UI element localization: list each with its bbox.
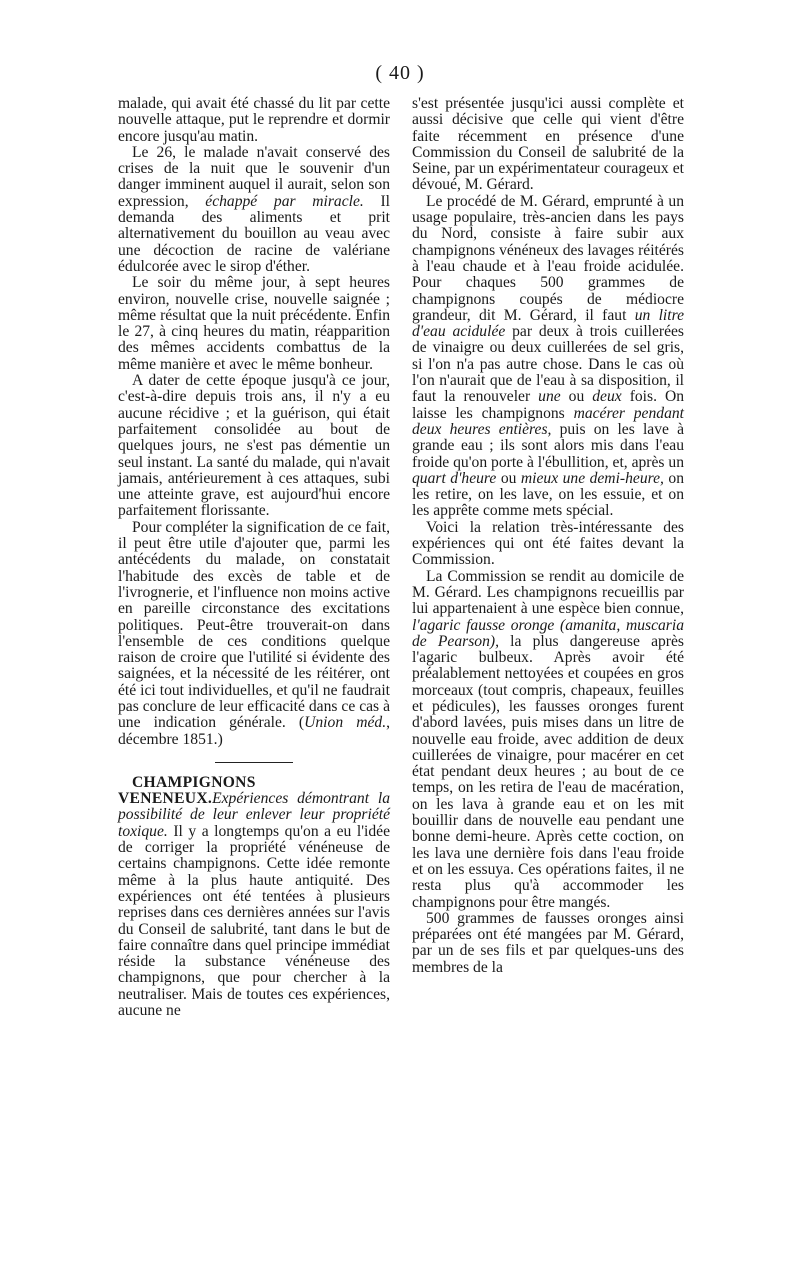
- text-run: ou: [500, 469, 517, 487]
- paragraph: malade, qui avait été chassé du lit par cette nouvelle attaque, put le reprendre et dormir encore jusqu'au matin.: [118, 95, 390, 145]
- italic-text: quart d'heure: [412, 469, 497, 487]
- text-run: La Commission se rendit au domicile de M. Gérard. Les champignons recueillis par lui appartenaient à une espèce bien connue,: [412, 567, 684, 618]
- italic-text: échappé par miracle.: [205, 192, 364, 210]
- paragraph: A dater de cette époque jusqu'à ce jour, c'est-à-dire depuis trois ans, il n'y a eu aucune récidive ; et la guérison, qui était parfaitement consolidée au bout de quelques jours, ne s'est pas démentie un seul instant. La santé du malade, qui n'avait jamais, antérieurement à ces attaques, subi une atteinte grave, est aujourd'hui encore parfaitement florissante.: [118, 372, 390, 520]
- text-run: fois. On laisse les champignons: [412, 388, 685, 422]
- left-column: [118, 96, 390, 1019]
- paragraph: [412, 194, 684, 520]
- paragraph: 500 grammes de fausses oronges ainsi préparées ont été mangées par M. Gérard, par un de ses fils et par quelques-uns des membres de la: [412, 909, 684, 976]
- paragraph: Voici la relation très-intéressante des expériences qui ont été faites devant la Commission.: [412, 518, 684, 569]
- italic-text: un litre d'eau acidulée: [412, 306, 684, 341]
- paragraph: [412, 569, 684, 911]
- paragraph: Le soir du même jour, à sept heures environ, nouvelle crise, nouvelle saignée ; même résultat que la nuit précédente. Enfin le 27, à cinq heures du matin, réapparition des mêmes accidents combattus de la même manière et avec le même bonheur.: [118, 274, 390, 373]
- section-divider: [215, 762, 293, 763]
- right-column: [412, 96, 684, 976]
- text-run: puis on les lave à grande eau ; ils sont alors mis dans l'eau froide qu'on porte à l'ébullition, et, après un: [412, 420, 684, 471]
- text-run: Il y a longtemps qu'on a eu l'idée de corriger la propriété vénéneuse de certains champignons. Cette idée remonte même à la plus haute antiquité. Des expériences ont été tentées à plusieurs reprises dans ces dernières années sur l'avis du Conseil de salubrité, tant dans le but de faire connaître dans quel principe immédiat réside la substance vénéneuse des champignons, que pour chercher à la neutraliser. Mais de toutes ces expériences, aucune ne: [118, 822, 390, 1020]
- italic-text: deux: [592, 388, 622, 406]
- text-run: on les retire, on les lave, on les essuie, et on les apprête comme mets spécial.: [412, 469, 684, 520]
- paragraph: [118, 520, 390, 748]
- paragraph: s'est présentée jusqu'ici aussi complète et aussi décisive que celle qui vient d'être faite récemment en présence d'une Commission du Conseil de salubrité de la Seine, par un expérimentateur courageux et dévoué, M. Gérard.: [412, 95, 684, 194]
- text-run: Le 26, le malade n'avait conservé des crises de la nuit que le souvenir d'un danger imminent auquel il aurait, selon son expression,: [118, 143, 390, 210]
- section-heading: [118, 775, 390, 1019]
- text-run: Le procédé de M. Gérard, emprunté à un usage populaire, très-ancien dans les pays du Nord, consiste à faire subir aux champignons vénéneux des lavages réitérés à l'eau chaude et à l'eau froide acidulée. Pour chaques 500 grammes de champignons coupés de médiocre grandeur, dit M. Gérard, il faut: [412, 192, 684, 324]
- italic-text: Union méd.: [304, 714, 387, 732]
- heading-subtitle: Expériences démontrant la possibilité de leur enlever leur propriété toxique.: [118, 790, 390, 840]
- italic-text: l'agaric fausse oronge (amanita, muscaria de Pearson),: [412, 616, 684, 650]
- italic-text: une: [538, 388, 561, 406]
- page-number: ( 40 ): [375, 62, 425, 84]
- text-run: Il demanda des aliments et prit alternativement du bouillon au veau avec une décoction de racine de valériane édulcorée avec le sirop d'éther.: [118, 192, 390, 275]
- italic-text: macérer pendant deux heures entières,: [412, 404, 684, 438]
- text-run: ou: [568, 388, 585, 406]
- paragraph: [118, 145, 390, 275]
- italic-text: mieux une demi-heure,: [520, 469, 664, 487]
- heading-text: CHAMPIGNONS VENENEUX.: [118, 773, 256, 808]
- text-run: la plus dangereuse après l'agaric bulbeux. Après avoir été préalablement nettoyées et coupées en gros morceaux (tout compris, chapeaux, feuilles et pédicules), les fausses oronges furent d'abord lavées, puis mises dans un litre de nouvelle eau froide, avec addition de deux cuillerées de vinaigre, pour macérer en cet état pendant deux heures ; au bout de ce temps, on les retira de l'eau de macération, on les lava à grande eau et on les mit bouillir dans de nouvelle eau pendant une bonne demi-heure. Après cette coction, on les lava une dernière fois dans l'eau froide et on les essuya. Ces opérations faites, il ne resta plus qu'à accommoder les champignons pour être mangés.: [412, 632, 684, 911]
- text-run: Pour compléter la signification de ce fait, il peut être utile d'ajouter que, parmi les antécédents du malade, on constatait l'habitude des excès de table et de l'ivrognerie, et l'influence non moins active en pareille circonstance des excitations politiques. Peut-être trouverait-on dans l'ensemble de ces conditions quelque raison de croire que l'utilité si évidente des saignées, et la nécessité de les réitérer, ont été ici tout individuelles, et qu'il ne faudrait pas conclure de leur efficacité dans ce cas à une indication générale. (: [118, 518, 390, 732]
- text-run: par deux à trois cuillerées de vinaigre ou deux cuillerées de sel gris, si l'on n'a pas autre chose. Dans le cas où l'on n'aurait que de l'eau à sa disposition, il faut la renouveler: [412, 323, 685, 406]
- text-run: , décembre 1851.): [118, 714, 391, 748]
